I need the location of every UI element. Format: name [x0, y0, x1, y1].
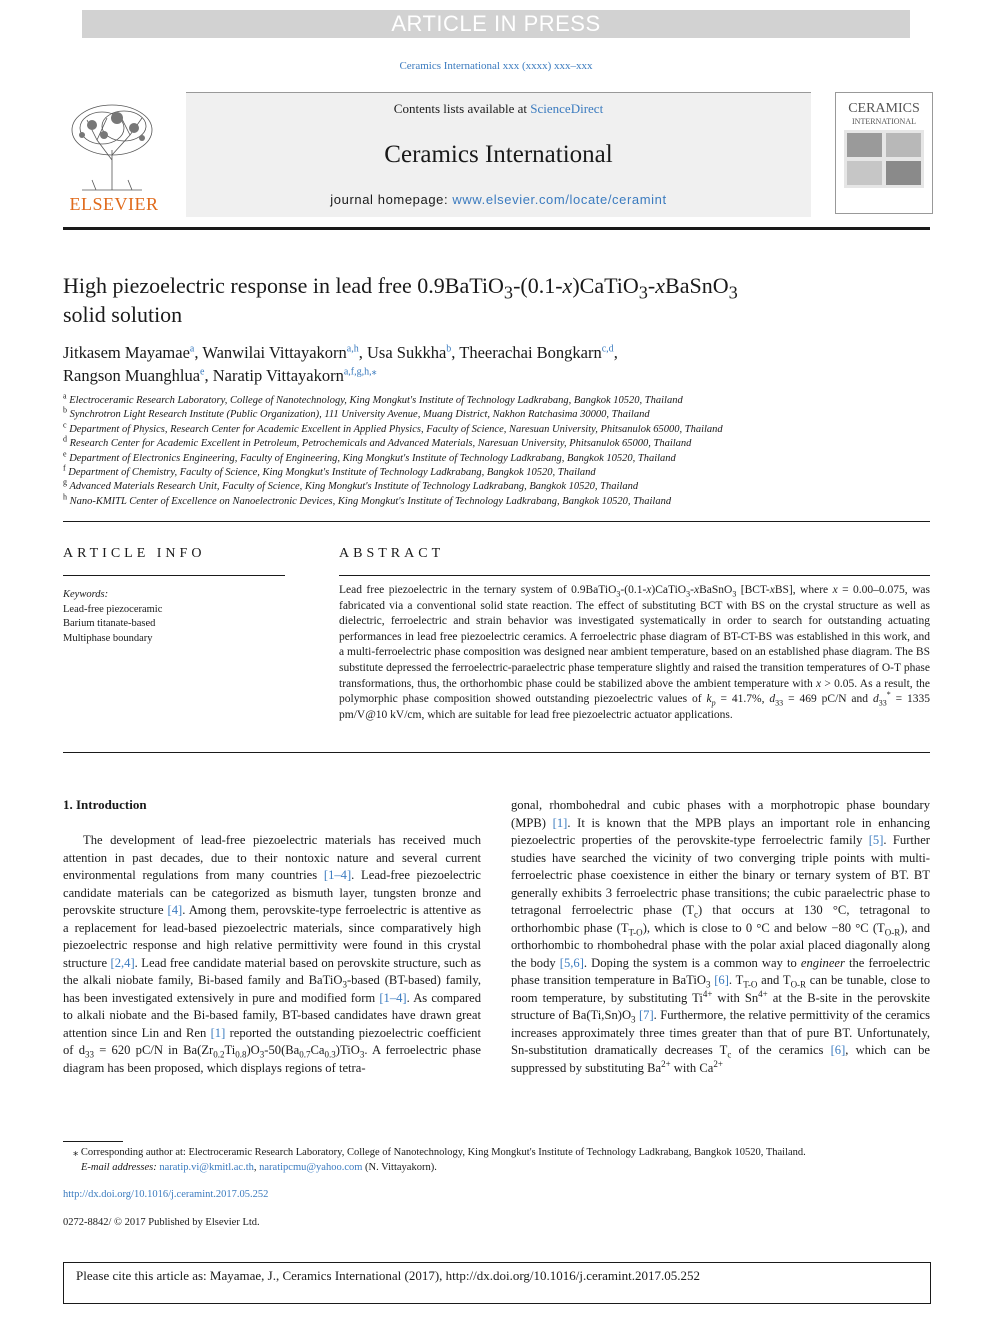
- affiliation: $^e$ Department of Electronics Engineering, Faculty of Engineering, King Mongkut's Institute of Technology Ladkrabang, Bangkok 10520, Thailand: [63, 449, 676, 464]
- homepage-label: journal homepage:: [330, 192, 453, 207]
- affiliation: $^b$ Synchrotron Light Research Institute (Public Organization), 111 University Avenue, Muang District, Nakhon Ratchasima 30000, Thailand: [63, 405, 650, 421]
- email-link[interactable]: naratip.vi@kmitl.ac.th: [159, 1161, 254, 1173]
- intro-column-1: The development of lead-free piezoelectric materials has received much attention in past decades, due to their nontoxic nature and several current environmental regulations from many countries [1–4]. Lead-free piezoelectric candidate materials can be categorized as bismuth layer, tungsten bronze and perovskite structure [4]. Among them, perovskite-type ferroelectric is attentive as a replacement for lead-based piezoelectric materials, since comparatively high piezoelectric response and high relative permittivity were found in this crystal structure [2,4]. Lead free candidate material based on perovskite structure, such as the alkali niobate family, Bi-based family and BaTiO$_3$-based (BT-based) family, has been investigated extensively in pure and modified form [1–4]. As compared to alkali niobate and the Bi-based family, BT-based candidates have drawn great attention since Lin and Ren [1] reported the outstanding piezoelectric coefficient of $d_{33} = 620$ pC/N in $Ba(Zr_{0.2}Ti_{0.8})O_3-50(Ba_{0.7}Ca_{0.3})TiO_3$. A ferroelectric phase diagram has been proposed, which displays regions of tetra-: [63, 833, 481, 1075]
- affiliation: $^h$ Nano-KMITL Center of Excellence on Nanoelectronic Devices, King Mongkut's Institute of Technology Ladkrabang, Bangkok 10520, Thailand: [63, 492, 672, 507]
- keywords-label: Keywords:: [63, 589, 109, 600]
- email-link[interactable]: naratipcmu@yahoo.com: [259, 1161, 363, 1173]
- title-part: High piezoelectric response in lead free 0.9BaTiO: [63, 273, 504, 298]
- keyword: Barium titanate-based: [63, 618, 156, 629]
- abstract-text: Lead free piezoelectric in the ternary system of 0.9BaTiO$_3$-(0.1-x)CaTiO$_3$-xBaSnO$_3$ [BCT-xBS], where x = 0.00–0.075, was fabricated via a conventional solid state reaction. The effect of substituting BCT with BS on the crystal structure as well as dielectric, ferroelectric and strain behavior was investigated systematically in order to search for outstanding actuating performances in lead free piezoelectric ceramics. A ferroelectric phase diagram of BT-CT-BS was established in this work, and a multi-ferroelectric phase composition was designed near ambient temperature, based on an established phase diagram. The BS substitute depressed the ferroelectric-paraelectric phase temperature slightly and raised the transition temperatures of O-T phase transformations, thus, the orthorhombic phase could be stabilized above the ambient temperature with x > 0.05. As a result, the polymorphic phase composition showed outstanding piezoelectric values of $k_p = 41.7\%$, $d_{33} = 469$ pC/N and $d_{33}^* = 1335$ pm/V@10 kV/cm, which are suitable for lead free piezoelectric actuator applications.: [339, 584, 930, 721]
- cover-title-1: CERAMICS: [848, 101, 920, 116]
- citation-link[interactable]: [1]: [210, 1025, 226, 1040]
- homepage-link[interactable]: www.elsevier.com/locate/ceramint: [452, 192, 667, 207]
- title-part: BaSnO: [665, 273, 729, 298]
- author[interactable]: Jitkasem Mayamae$^a$: [63, 343, 195, 362]
- title-sub: 3: [638, 282, 648, 303]
- intro-column-2: gonal, rhombohedral and cubic phases with a morphotropic phase boundary (MPB) [1]. It is known that the MPB plays an important role in enhancing piezoelectric properties of the perovskite-type ferroelectric family [5]. Further studies have searched the vicinity of two converging triple points with multi-ferroelectric phase coexistence in either the binary or ternary system of BT. BT generally exhibits 3 ferroelectric phase transitions; the cubic paraelectric phase to tetragonal ferroelectric phase $(T_c)$ that occurs at 130 °C, tetragonal to orthorhombic phase $(T_{T-O})$, which is close to 0 °C and below −80 °C $(T_{O-R})$, and orthorhombic to rhombohedral phase with the polar axial placed diagonally along the body [5,6]. Doping the system is a common way to engineer the ferroelectric phase transition temperature in BaTiO$_3$ [6]. $T_{T-O}$ and $T_{O-R}$ can be tunable, close to room temperature, by substituting $Ti^{4+}$ with $Sn^{4+}$ at the B-site in the perovskite structure of $Ba(Ti,Sn)O_3$ [7]. Furthermore, the relative permittivity of the ceramics increases approximately three times greater than that of pure BT. Unfortunately, Sn-substitution dramatically decreases $T_c$ of the ceramics [6], which can be suppressed by substituting $Ba^{2+}$ with $Ca^{2+}$: [511, 798, 931, 1075]
- affiliations: [63, 391, 933, 509]
- citation-link[interactable]: [5,6]: [559, 955, 584, 970]
- title-var: x: [655, 273, 666, 298]
- abstract-end-rule: [63, 752, 930, 753]
- author[interactable]: Naratip Vittayakorn$^{a,f,g,h,⁎}$: [212, 366, 377, 385]
- citation-link[interactable]: [1]: [552, 815, 568, 830]
- citation-link[interactable]: [4]: [167, 903, 183, 917]
- issn-copyright: 0272-8842/ © 2017 Published by Elsevier Ltd.: [63, 1217, 260, 1228]
- affiliation-rule: [63, 521, 930, 522]
- corresponding-author: ⁎ Corresponding author at: Electroceramic Research Laboratory, College of Nanotechnology, King Mongkut's Institute of Technology Ladkrabang, Bangkok 10520, Thailand.: [73, 1147, 806, 1158]
- journal-name: Ceramics International: [384, 141, 613, 168]
- abstract-heading: ABSTRACT: [339, 546, 445, 561]
- footnote-rule: [63, 1141, 123, 1142]
- citation-link[interactable]: [2,4]: [110, 955, 135, 970]
- keyword: Multiphase boundary: [63, 632, 153, 644]
- title-sub: 3: [728, 282, 738, 303]
- footnote: [63, 1146, 933, 1175]
- title-part: -(0.1-: [513, 273, 563, 298]
- title-part: )CaTiO: [572, 273, 639, 298]
- author[interactable]: Usa Sukkha$^b$: [367, 343, 452, 362]
- article-info-heading: ARTICLE INFO: [63, 546, 206, 561]
- title-line-2: solid solution: [63, 302, 183, 327]
- title-var: x: [562, 273, 573, 298]
- contents-line: [186, 101, 811, 117]
- affiliation: $^f$ Department of Chemistry, Faculty of Science, King Mongkut's Institute of Technology Ladkrabang, Bangkok 10520, Thailand: [63, 463, 596, 479]
- citation-link[interactable]: [6]: [830, 1043, 846, 1057]
- title-part: -: [647, 273, 656, 298]
- introduction-heading: 1. Introduction: [63, 797, 147, 812]
- title-sub: 3: [503, 282, 514, 303]
- abstract-rule: [339, 575, 930, 576]
- affiliation: $^g$ Advanced Materials Research Unit, Faculty of Science, King Mongkut's Institute of Technology Ladkrabang, Bangkok 10520, Thailand: [63, 477, 639, 493]
- affiliation: $^d$ Research Center for Academic Excellent in Petroleum, Petrochemicals and Advanced Materials, Naresuan University, Phitsanulok 65000, Thailand: [63, 434, 692, 450]
- citation-text: Please cite this article as: Mayamae, J., Ceramics International (2017), http://dx.doi.org/10.1016/j.ceramint.2017.05.252: [76, 1268, 700, 1283]
- contents-prefix: Contents lists available at: [393, 101, 531, 116]
- header-rule: [63, 227, 930, 230]
- journal-reference[interactable]: Ceramics International xxx (xxxx) xxx–xxx: [399, 60, 593, 72]
- author-list: Jitkasem Mayamae$^a$, Wanwilai Vittayakorn$^{a,h}$, Usa Sukkha$^b$, Theerachai Bongkarn$^{c,d}$, Rangson Muanghlua$^e$, Naratip Vittayakorn$^{a,f,g,h,⁎}$: [63, 343, 618, 385]
- author[interactable]: Rangson Muanghlua$^e$: [63, 366, 205, 385]
- keywords-block: [63, 588, 285, 646]
- homepage-line: [186, 192, 811, 207]
- doi-link[interactable]: http://dx.doi.org/10.1016/j.ceramint.2017.05.252: [63, 1189, 269, 1200]
- article-info-rule: [63, 575, 285, 576]
- citation-link[interactable]: [7]: [638, 1008, 654, 1022]
- keyword: Lead-free piezoceramic: [63, 603, 163, 615]
- article-title: [63, 271, 923, 329]
- author[interactable]: Wanwilai Vittayakorn$^{a,h}$: [202, 343, 359, 362]
- citation-link[interactable]: [5]: [868, 833, 884, 847]
- citation-link[interactable]: [1–4]: [379, 990, 407, 1005]
- author[interactable]: Theerachai Bongkarn$^{c,d}$: [459, 343, 614, 362]
- citation-link[interactable]: [1–4]: [323, 868, 352, 882]
- article-in-press-banner: ARTICLE IN PRESS: [82, 10, 910, 38]
- journal-cover: [835, 92, 933, 214]
- cover-title-2: INTERNATIONAL: [852, 117, 916, 126]
- affiliation: $^a$ Electroceramic Research Laboratory, College of Nanotechnology, King Mongkut's Institute of Technology Ladkrabang, Bangkok 10520, Thailand: [63, 391, 683, 406]
- email-line: E-mail addresses: naratip.vi@kmitl.ac.th, naratipcmu@yahoo.com (N. Vittayakorn).: [81, 1161, 437, 1173]
- sciencedirect-link[interactable]: ScienceDirect: [530, 101, 604, 116]
- cover-image: [844, 130, 924, 188]
- elsevier-wordmark: ELSEVIER: [69, 194, 159, 214]
- citation-link[interactable]: [6]: [714, 973, 729, 987]
- affiliation: $^c$ Department of Physics, Research Center for Academic Excellent in Applied Physics, Faculty of Science, Naresuan University, Phitsanulok 65000, Thailand: [63, 420, 723, 435]
